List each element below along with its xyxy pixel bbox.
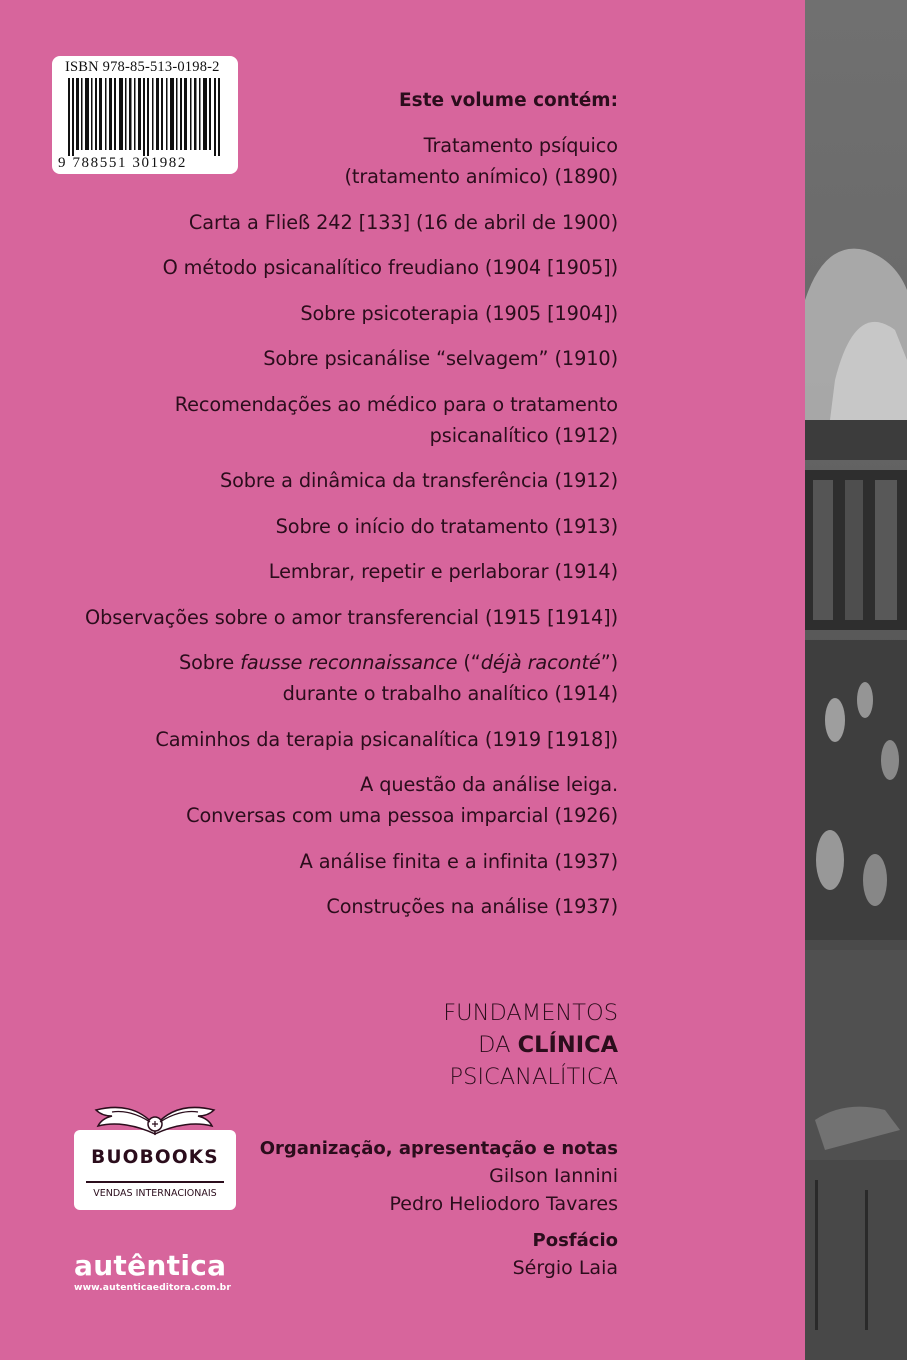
organizer-name: Pedro Heliodoro Tavares	[389, 1193, 618, 1215]
list-item: Observações sobre o amor transferencial (1915 [1914])	[85, 605, 618, 629]
afterword-heading: Posfácio	[532, 1230, 618, 1251]
isbn-number: ISBN 978-85-513-0198-2	[65, 59, 220, 75]
credits	[260, 1136, 618, 1282]
contents-heading: Este volume contém:	[399, 90, 618, 111]
contents-list	[58, 130, 618, 922]
list-item: Caminhos da terapia psicanalítica (1919 [1918])	[155, 727, 618, 751]
list-item: Sobre psicanálise “selvagem” (1910)	[263, 347, 618, 370]
buobooks-name: BUOBOOKS	[91, 1147, 219, 1168]
contents-section	[58, 90, 618, 937]
list-item: O método psicanalítico freudiano (1904 [1905])	[162, 256, 618, 279]
cover-photo	[805, 0, 907, 1360]
divider	[86, 1181, 224, 1183]
list-item: A análise finita e a infinita (1937)	[299, 849, 618, 873]
list-item: Recomendações ao médico para o tratamento psicanalítico (1912)	[174, 392, 618, 447]
list-item: A questão da análise leiga. Conversas com uma pessoa imparcial (1926)	[186, 773, 618, 827]
afterword-author: Sérgio Laia	[512, 1257, 618, 1279]
isbn-digits: 9 788551 301982	[58, 155, 187, 171]
organizer-name: Gilson Iannini	[489, 1165, 618, 1187]
series-title: FUNDAMENTOS DA CLÍNICA PSICANALÍTICA	[443, 1000, 618, 1090]
list-item: Sobre a dinâmica da transferência (1912)	[219, 469, 618, 492]
publisher-url: www.autenticaeditora.com.br	[74, 1282, 231, 1293]
list-item: Construções na análise (1937)	[326, 895, 618, 918]
organization-heading: Organização, apresentação e notas	[259, 1138, 618, 1159]
list-item: Lembrar, repetir e perlaborar (1914)	[268, 560, 618, 583]
publisher-name: autêntica	[74, 1249, 227, 1282]
publisher-logo	[74, 1250, 231, 1294]
book-wings-icon	[90, 1100, 220, 1146]
list-item: Sobre o início do tratamento (1913)	[275, 514, 618, 538]
buobooks-tagline: VENDAS INTERNACIONAIS	[93, 1188, 217, 1199]
buobooks-logo	[74, 1106, 236, 1210]
list-item: Tratamento psíquico (tratamento anímico) (1890)	[344, 134, 618, 188]
list-item: Sobre fausse reconnaissance (“déjà raconté”) durante o trabalho analítico (1914)	[178, 651, 618, 705]
list-item: Carta a Fließ 242 [133] (16 de abril de 1900)	[188, 210, 618, 234]
list-item: Sobre psicoterapia (1905 [1904])	[300, 301, 618, 325]
